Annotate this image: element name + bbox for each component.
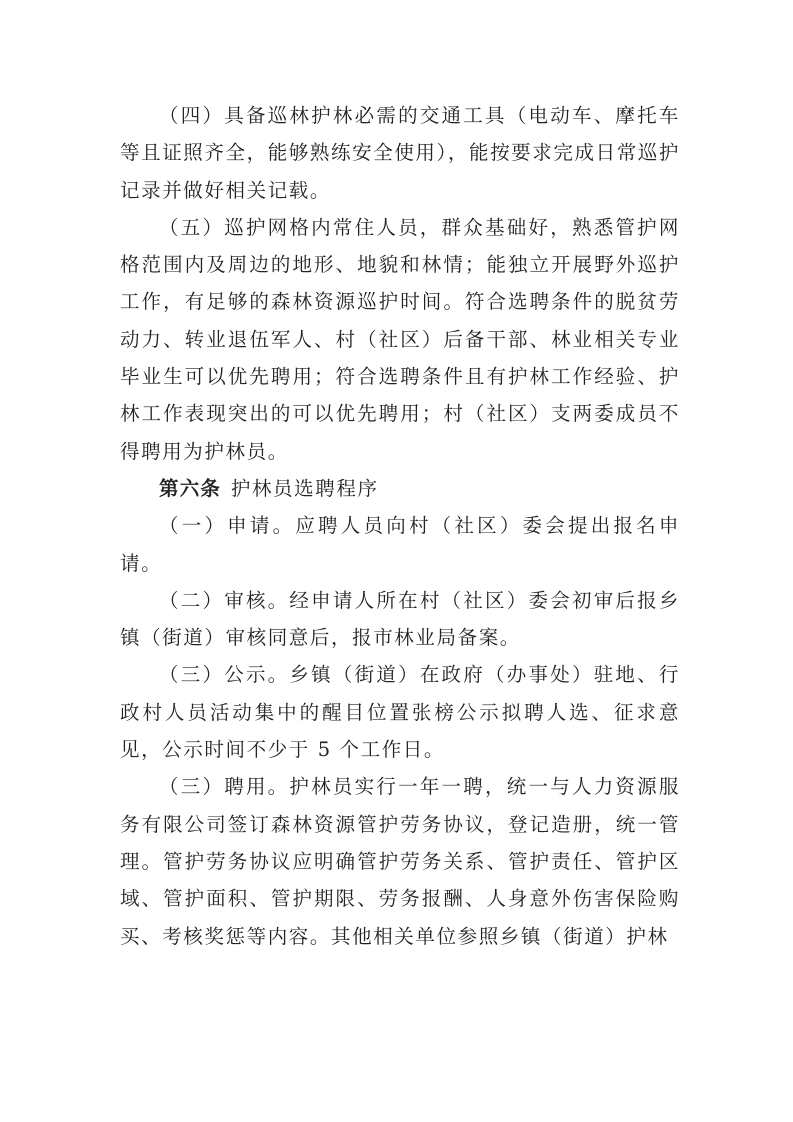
document-body	[120, 97, 680, 955]
article-label: 第六条	[159, 476, 222, 500]
article-heading	[120, 470, 680, 507]
procedure-step-review: （二）审核。经申请人所在村（社区）委会初审后报乡镇（街道）审核同意后，报市林业局备案。	[120, 588, 680, 650]
procedure-step-publicize: （三）公示。乡镇（街道）在政府（办事处）驻地、行政村人员活动集中的醒目位置张榜公示拟聘人选、征求意见，公示时间不少于 5 个工作日。	[120, 663, 680, 762]
requirement-paragraph-5: （五）巡护网格内常住人员，群众基础好，熟悉管护网格范围内及周边的地形、地貌和林情；能独立开展野外巡护工作，有足够的森林资源巡护时间。符合选聘条件的脱贫劳动力、转业退伍军人、村（社区）后备干部、林业相关专业毕业生可以优先聘用；符合选聘条件且有护林工作经验、护林工作表现突出的可以优先聘用；村（社区）支两委成员不得聘用为护林员。	[120, 215, 680, 463]
procedure-step-hire: （三）聘用。护林员实行一年一聘，统一与人力资源服务有限公司签订森林资源管护劳务协议，登记造册，统一管理。管护劳务协议应明确管护劳务关系、管护责任、管护区域、管护面积、管护期限、劳务报酬、人身意外伤害保险购买、考核奖惩等内容。其他相关单位参照乡镇（街道）护林	[120, 775, 680, 948]
procedure-step-apply: （一）申请。应聘人员向村（社区）委会提出报名申请。	[120, 514, 680, 575]
article-title: 护林员选聘程序	[230, 476, 379, 500]
requirement-paragraph-4: （四）具备巡林护林必需的交通工具（电动车、摩托车等且证照齐全，能够熟练安全使用），能按要求完成日常巡护记录并做好相关记载。	[120, 104, 680, 202]
